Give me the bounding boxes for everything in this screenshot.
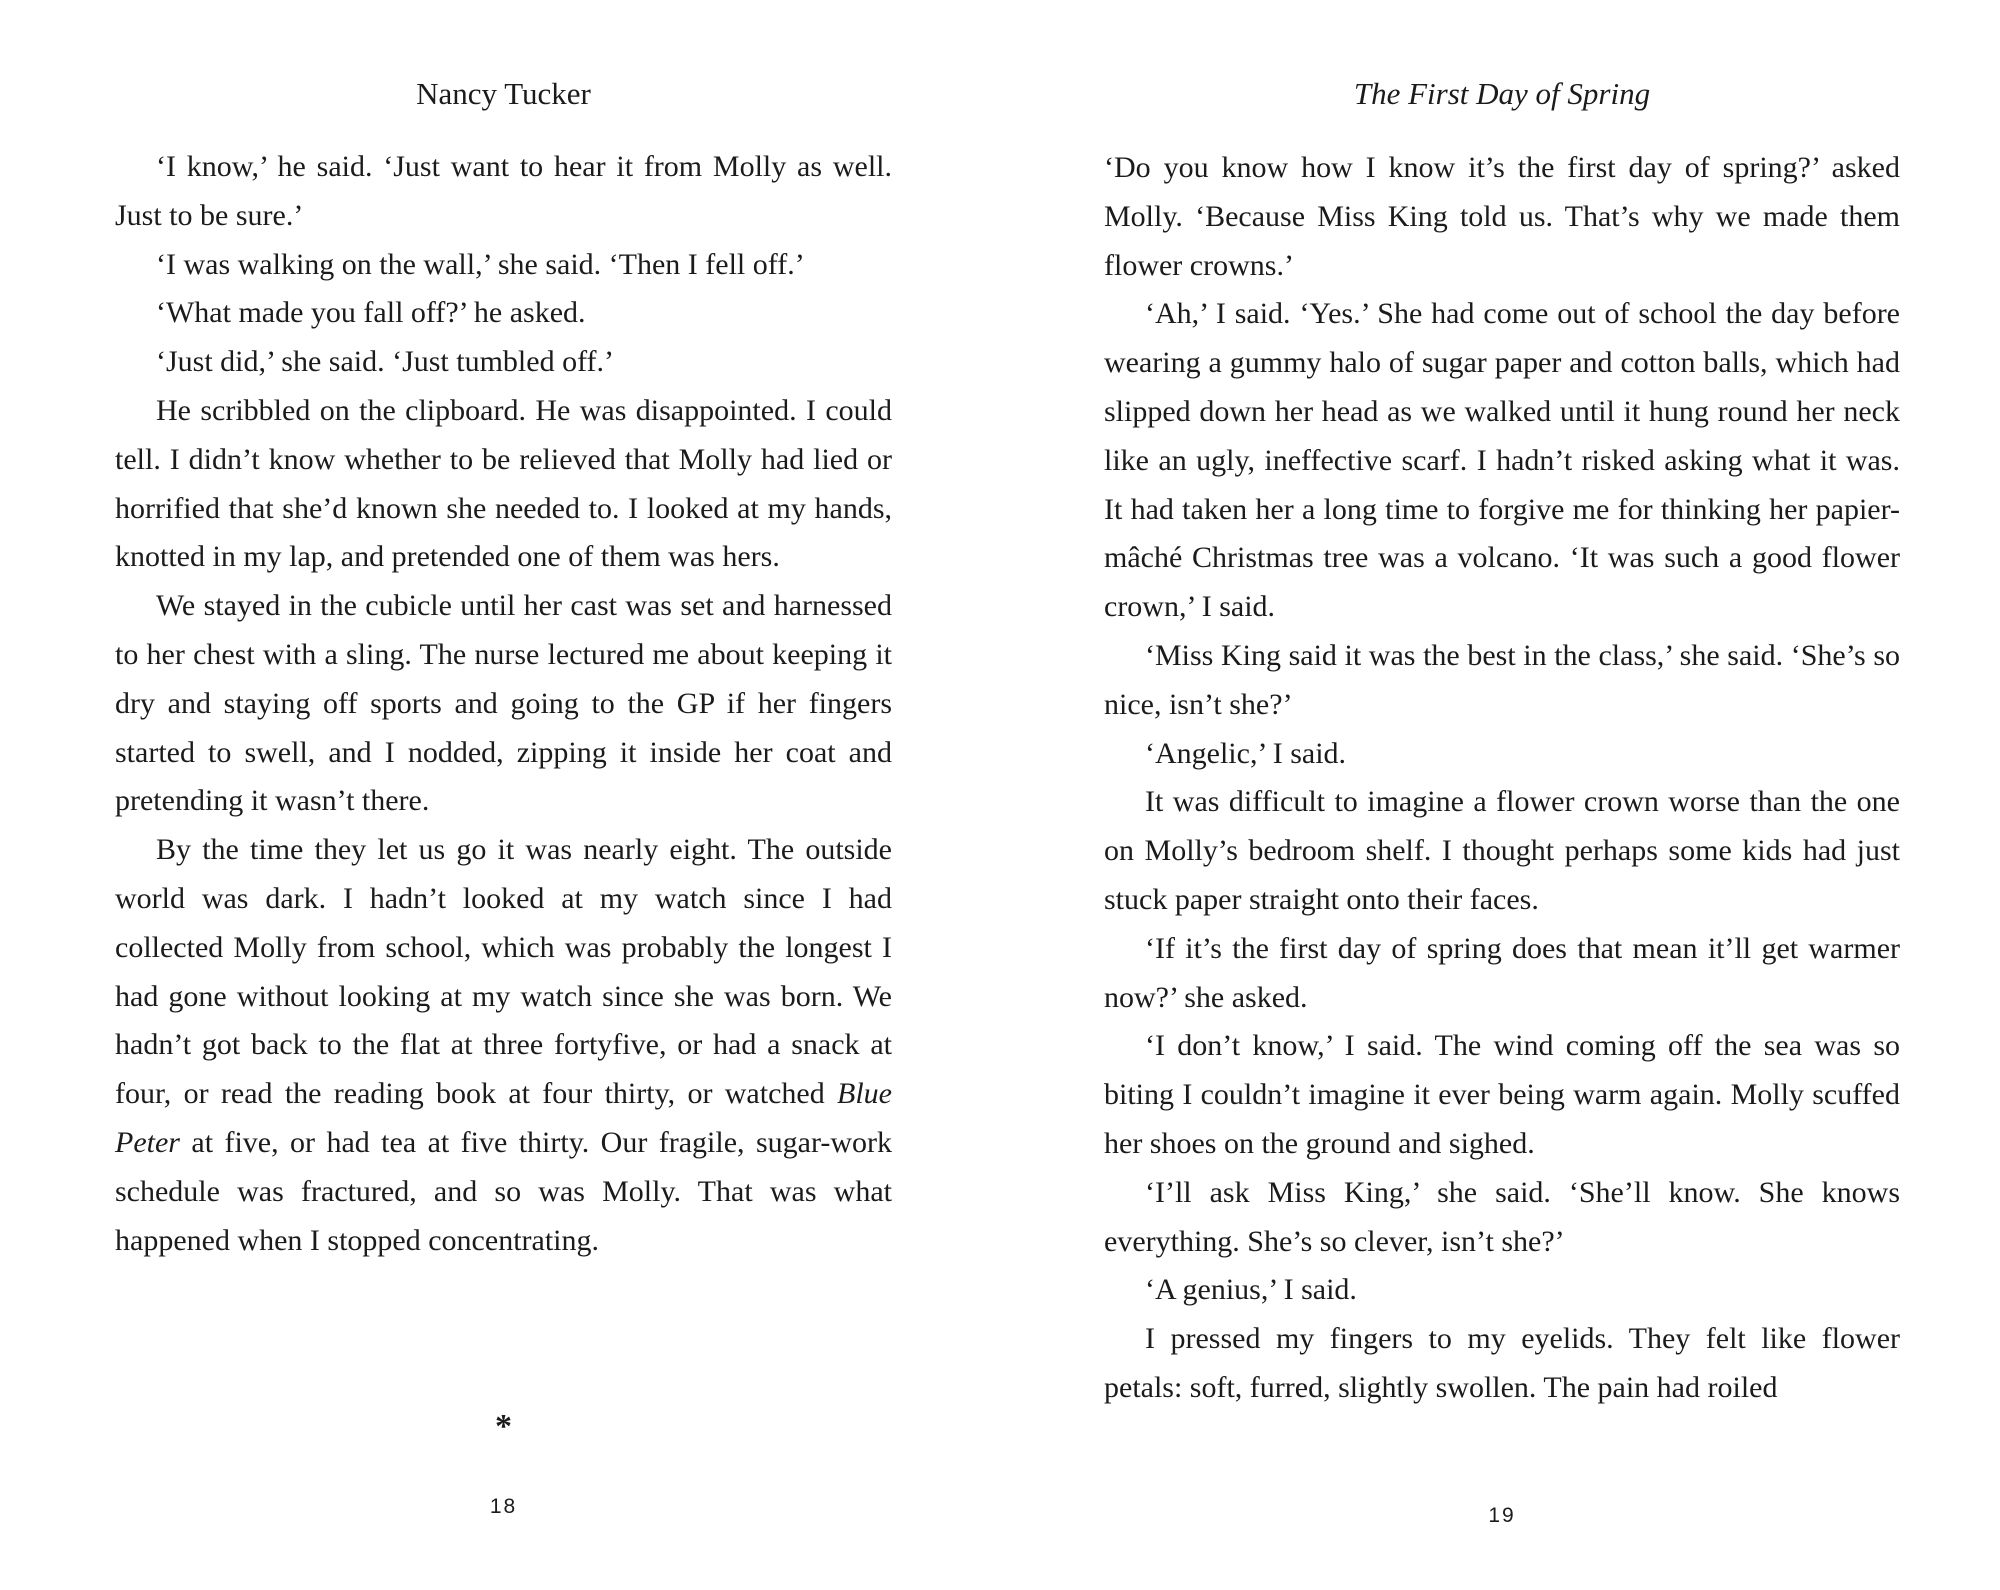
right-page [1104,0,1900,1590]
paragraph: We stayed in the cubicle until her cast was set and harnessed to her chest with a sling. The nurse lectured me about keeping it dry and staying off sports and going to the GP if her fingers started to swell, and I nodded, zipping it inside her coat and pretending it wasn’t there. [115,589,892,818]
paragraph: ‘A genius,’ I said. [1145,1273,1357,1307]
running-head-author: Nancy Tucker [416,76,591,111]
paragraph: ‘If it’s the first day of spring does that mean it’ll get warmer now?’ she asked. [1104,931,1900,1014]
paragraph: ‘I’ll ask Miss King,’ she said. ‘She’ll know. She knows everything. She’s so clever, isn’t she?’ [1104,1175,1900,1258]
left-page-body [115,143,892,1265]
running-head-title: The First Day of Spring [1353,76,1651,111]
left-page [115,0,892,1590]
paragraph: I pressed my fingers to my eyelids. They felt like flower petals: soft, furred, slightly swollen. The pain had roiled [1104,1322,1900,1404]
paragraph: ‘What made you fall off?’ he asked. [156,296,586,330]
paragraph: It was difficult to imagine a flower crown worse than the one on Molly’s bedroom shelf. I thought perhaps some kids had just stuck paper straight onto their faces. [1104,785,1900,916]
page-number: 18 [489,1495,518,1518]
paragraph: ‘Do you know how I know it’s the first day of spring?’ asked Molly. ‘Because Miss King told us. That’s why we made them flower crowns.’ [1104,151,1900,282]
paragraph: ‘Just did,’ she said. ‘Just tumbled off.’ [156,345,615,379]
paragraph: ‘I know,’ he said. ‘Just want to hear it from Molly as well. Just to be sure.’ [115,150,892,232]
paragraph: ‘Miss King said it was the best in the class,’ she said. ‘She’s so nice, isn’t she?’ [1104,638,1900,721]
paragraph [115,826,892,1265]
paragraph-text: at five, or had tea at five thirty. Our fragile, sugar-work schedule was fractured, and so was Molly. That was what happened when I stopped concentrating. [115,1125,892,1257]
paragraph: ‘Angelic,’ I said. [1145,736,1347,770]
paragraph: ‘I was walking on the wall,’ she said. ‘Then I fell off.’ [156,247,805,281]
paragraph-text: By the time they let us go it was nearly eight. The outside world was dark. I hadn’t looked at my watch since I had collected Molly from school, which was probably the longest I had gone without looking at my watch since she was born. We hadn’t got back to the flat at three fortyfive, or had a snack at four, or read the reading book at four thirty, or watched [115,833,892,1111]
paragraph: ‘Ah,’ I said. ‘Yes.’ She had come out of school the day before wearing a gummy halo of sugar paper and cotton balls, which had slipped down her head as we walked until it hung round her neck like an ugly, ineffective scarf. I hadn’t risked asking what it was. It had taken her a long time to forgive me for thinking her papier-mâché Christmas tree was a volcano. ‘It was such a good flower crown,’ I said. [1104,297,1900,624]
paragraph: ‘I don’t know,’ I said. The wind coming off the sea was so biting I couldn’t imagine it ever being warm again. Molly scuffed her shoes on the ground and sighed. [1104,1029,1900,1160]
paragraph: He scribbled on the clipboard. He was disappointed. I could tell. I didn’t know whether to be relieved that Molly had lied or horrified that she’d known she needed to. I looked at my hands, knotted in my lap, and pretended one of them was hers. [115,393,892,574]
scene-break-asterisk: * [495,1408,512,1445]
right-page-body [1104,144,1900,1413]
page-number: 19 [1488,1504,1516,1527]
italic-title: Blue Peter [115,1077,892,1159]
